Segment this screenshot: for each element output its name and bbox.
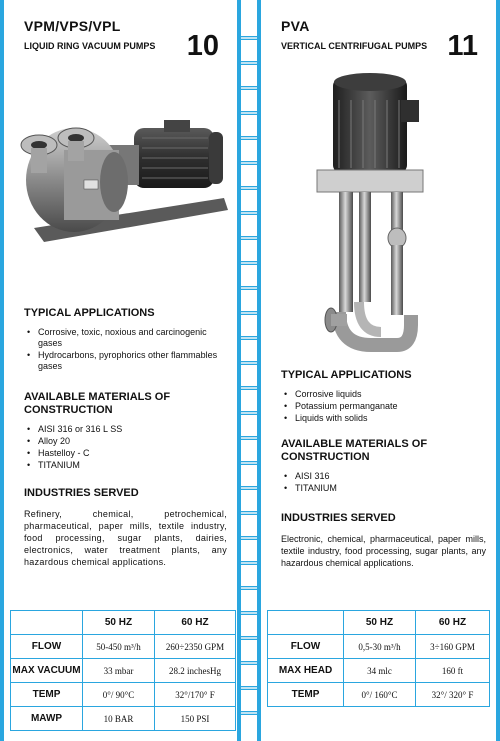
list-item: • TITANIUM — [24, 460, 227, 471]
list-item: • Corrosive, toxic, noxious and carcinogenic gases — [24, 327, 227, 349]
table-row — [268, 659, 490, 683]
left-applications-title: TYPICAL APPLICATIONS — [24, 307, 155, 319]
table-row — [11, 683, 236, 707]
right-applications-list — [281, 389, 486, 424]
table-row-label: TEMP — [11, 683, 83, 707]
left-industries-title: INDUSTRIES SERVED — [24, 487, 139, 499]
list-item: • AISI 316 — [281, 471, 486, 482]
right-industries-section — [281, 512, 486, 569]
table-cell: 3÷160 GPM — [416, 635, 490, 659]
binding-ring — [241, 386, 257, 390]
vertical-pump-photo — [311, 70, 441, 360]
list-item: • TITANIUM — [281, 483, 486, 494]
list-item: • Hydrocarbons, pyrophorics other flammables gases — [24, 350, 227, 372]
left-page-number: 10 — [186, 30, 219, 62]
table-cell: 32°/170° F — [155, 683, 236, 707]
left-product-code: VPM/VPS/VPL — [24, 18, 121, 34]
right-applications-section — [281, 369, 486, 425]
table-row — [268, 683, 490, 707]
binding-ring — [241, 636, 257, 640]
left-applications-section — [24, 307, 227, 373]
binding-ring — [241, 161, 257, 165]
binding-gutter — [241, 0, 257, 741]
table-header-cell: 50 HZ — [83, 611, 155, 635]
table-header-row — [11, 611, 236, 635]
right-industries-title: INDUSTRIES SERVED — [281, 512, 396, 524]
table-cell: 10 BAR — [83, 707, 155, 731]
list-item: • Liquids with solids — [281, 413, 486, 424]
list-item: • Corrosive liquids — [281, 389, 486, 400]
binding-ring — [241, 561, 257, 565]
list-item: • AISI 316 or 316 L SS — [24, 424, 227, 435]
table-row-label: FLOW — [11, 635, 83, 659]
right-materials-list — [281, 471, 486, 494]
table-cell: 0°/ 160°C — [344, 683, 416, 707]
right-subtitle: VERTICAL CENTRIFUGAL PUMPS — [281, 41, 428, 51]
binding-ring — [241, 611, 257, 615]
left-applications-list — [24, 327, 227, 372]
table-cell: 160 ft — [416, 659, 490, 683]
binding-ring — [241, 586, 257, 590]
table-cell: 34 mlc — [344, 659, 416, 683]
table-header-cell: 50 HZ — [344, 611, 416, 635]
binding-ring — [241, 186, 257, 190]
table-cell: 32°/ 320° F — [416, 683, 490, 707]
left-materials-title: AVAILABLE MATERIALS OF CONSTRUCTION — [24, 391, 171, 416]
list-item: • Hastelloy - C — [24, 448, 227, 459]
binding-ring — [241, 336, 257, 340]
left-header — [24, 18, 223, 68]
binding-ring — [241, 286, 257, 290]
table-row — [11, 659, 236, 683]
left-spec-table — [10, 610, 236, 731]
table-header-cell — [268, 611, 344, 635]
binding-ring — [241, 311, 257, 315]
binding-ring — [241, 411, 257, 415]
binding-ring — [241, 61, 257, 65]
list-item: • Potassium permanganate — [281, 401, 486, 412]
table-row-label: FLOW — [268, 635, 344, 659]
binding-ring — [241, 511, 257, 515]
table-row-label: MAWP — [11, 707, 83, 731]
table-header-cell: 60 HZ — [416, 611, 490, 635]
table-row — [268, 635, 490, 659]
binding-ring — [241, 211, 257, 215]
left-materials-list — [24, 424, 227, 471]
right-product-code: PVA — [281, 18, 310, 34]
binding-ring — [241, 86, 257, 90]
left-industries-section — [24, 487, 227, 568]
table-cell: 0,5-30 m³/h — [344, 635, 416, 659]
table-row-label: MAX HEAD — [268, 659, 344, 683]
left-materials-section — [24, 391, 227, 472]
right-materials-title: AVAILABLE MATERIALS OF CONSTRUCTION — [281, 438, 428, 463]
right-header — [281, 18, 482, 68]
right-page-number: 11 — [447, 30, 478, 62]
right-spec-table — [267, 610, 490, 707]
table-cell: 33 mbar — [83, 659, 155, 683]
binding-ring — [241, 436, 257, 440]
binding-ring — [241, 486, 257, 490]
table-row — [11, 635, 236, 659]
left-subtitle: LIQUID RING VACUUM PUMPS — [24, 41, 156, 51]
binding-ring — [241, 236, 257, 240]
table-row-label: MAX VACUUM — [11, 659, 83, 683]
binding-ring — [241, 111, 257, 115]
binding-ring — [241, 361, 257, 365]
vacuum-pump-photo — [14, 110, 234, 260]
binding-ring — [241, 136, 257, 140]
table-row — [11, 707, 236, 731]
binding-ring — [241, 661, 257, 665]
table-cell: 260÷2350 GPM — [155, 635, 236, 659]
binding-ring — [241, 711, 257, 715]
list-item: • Alloy 20 — [24, 436, 227, 447]
left-industries-text: Refinery, chemical, petrochemical, pharmaceutical, paper mills, textile industry, food processing, sugar plants, dairies, electronics, water treatment plants, any hazardous chemical applications. — [24, 509, 227, 567]
table-header-cell: 60 HZ — [155, 611, 236, 635]
binding-ring — [241, 36, 257, 40]
binding-ring — [241, 536, 257, 540]
table-header-row — [268, 611, 490, 635]
right-materials-section — [281, 438, 486, 495]
table-header-cell — [11, 611, 83, 635]
table-cell: 0°/ 90°C — [83, 683, 155, 707]
right-industries-text: Electronic, chemical, pharmaceutical, paper mills, textile industry, food processing, sugar plants, any hazardous chemical applications. — [281, 534, 486, 568]
table-cell: 50-450 m³/h — [83, 635, 155, 659]
binding-ring — [241, 461, 257, 465]
binding-ring — [241, 686, 257, 690]
table-cell: 28.2 inchesHg — [155, 659, 236, 683]
table-row-label: TEMP — [268, 683, 344, 707]
right-applications-title: TYPICAL APPLICATIONS — [281, 369, 412, 381]
table-cell: 150 PSI — [155, 707, 236, 731]
binding-ring — [241, 261, 257, 265]
